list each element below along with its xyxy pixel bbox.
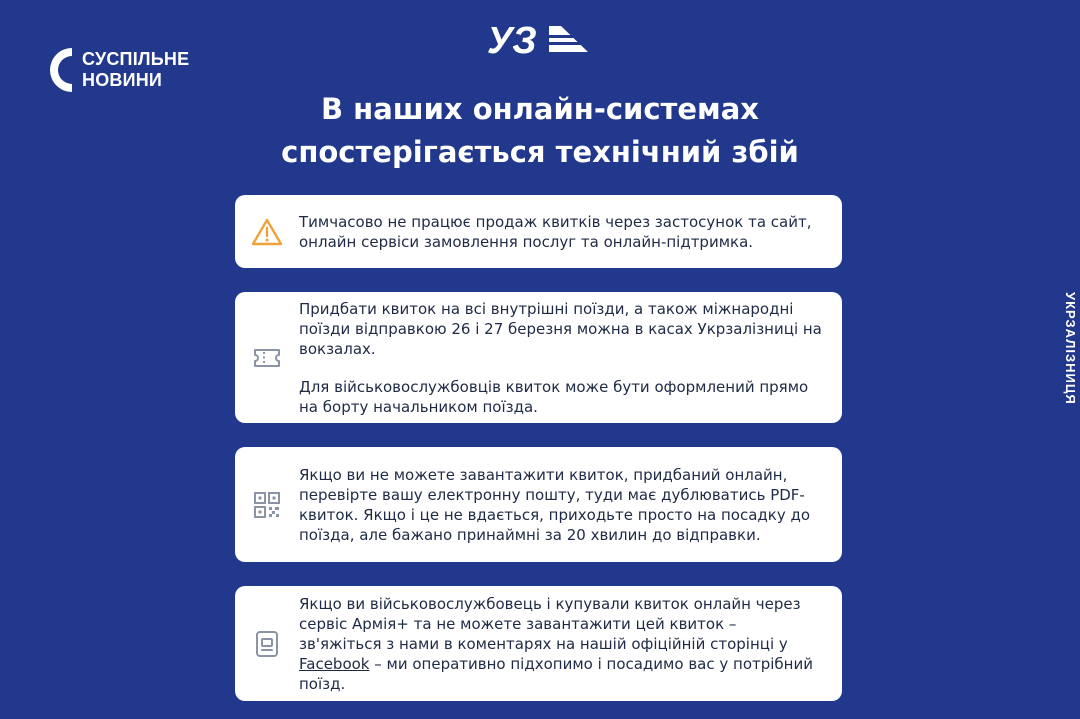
side-label: УКРЗАЛІЗНИЦЯ: [1063, 292, 1078, 405]
title-line-1: В наших онлайн-системах: [320, 92, 760, 126]
page-title: [0, 88, 1080, 174]
info-card-military: [235, 586, 842, 701]
card-text-2: Для військовослужбовців квиток може бути оформлений прямо на борту начальником поїзда.: [299, 377, 809, 416]
card-text: Тимчасово не працює продаж квитків через застосунок та сайт, онлайн сервіси замовлення послуг та онлайн-підтримка.: [299, 212, 812, 251]
facebook-link[interactable]: Facebook: [299, 654, 370, 673]
title-line-2: спостерігається технічний збій: [281, 135, 799, 169]
info-card-warning: [235, 195, 842, 268]
brand-line-1: СУСПІЛЬНЕ: [82, 49, 190, 69]
id-card-icon: [251, 629, 283, 659]
card-text-after: – ми оперативно підхопимо і посадимо вас у потрібний поїзд.: [299, 654, 813, 693]
brand-name: [82, 49, 189, 91]
info-card-qr: [235, 447, 842, 562]
qr-code-icon: [251, 490, 283, 520]
card-text-1: Придбати квиток на всі внутрішні поїзди, а також міжнародні поїзди відправкою 26 і 27 березня можна в касах Укрзалізниці на вокзалах.: [299, 299, 822, 358]
card-text-before: Якщо ви військовослужбовець і купували квиток онлайн через сервіс Армія+ та не можете завантажити цей квиток – зв'яжіться з нами в коментарях на нашій офіційній сторінці у: [299, 594, 801, 653]
warning-icon: [251, 217, 283, 247]
ticket-icon: [251, 343, 283, 373]
card-text: [299, 594, 822, 694]
info-card-ticket: [235, 292, 842, 423]
card-text: Якщо ви не можете завантажити квиток, придбаний онлайн, перевірте вашу електронну пошту, туди має дублюватись PDF-квиток. Якщо і це не вдається, приходьте просто на посадку до поїзда, але бажано принаймні за 20 хвилин до відправки.: [299, 465, 811, 544]
ukrzaliznytsia-logo: [487, 19, 591, 59]
suspilne-brand: [50, 47, 189, 93]
suspilne-logo-icon: [50, 47, 74, 93]
logo-text: УЗ: [487, 20, 537, 59]
brand-line-2: НОВИНИ: [82, 70, 163, 90]
